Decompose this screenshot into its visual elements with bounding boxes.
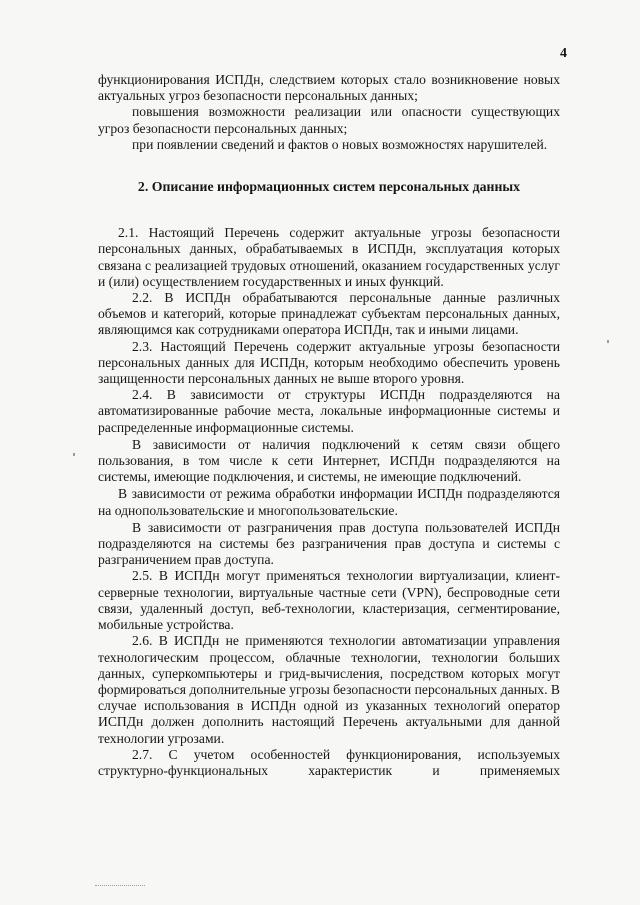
paragraph-2-5: 2.5. В ИСПДн могут применяться технологии виртуализации, клиент-серверные технологии, виртуальные частные сети (VPN), беспроводные сети связи, удаленный доступ, веб-технологии, кластеризация, сегментирование, мобильные устройства. <box>98 568 560 633</box>
section-title: 2. Описание информационных систем персональных данных <box>137 179 521 195</box>
scan-artifact <box>95 885 145 889</box>
intro-paragraph: при появлении сведений и фактов о новых возможностях нарушителей. <box>132 136 548 152</box>
paragraph-2-6: 2.6. В ИСПДн не применяются технологии автоматизации управления технологическим процессом, облачные технологии, технологии больших данных, суперкомпьютеры и грид-вычисления, посредством которых могут формироваться дополнительные угрозы безопасности персональных данных. В случае использования в ИСПДн одной из указанных технологий оператор ИСПДн должен дополнить настоящий Перечень актуальными для данной технологии угрозами. <box>98 633 560 746</box>
document-body <box>98 72 560 779</box>
scan-speck <box>73 453 75 456</box>
paragraph-2-3: 2.3. Настоящий Перечень содержит актуальные угрозы безопасности персональных данных для ИСПДн, которым необходимо обеспечить уровень защищенности персональных данных не выше второго уровня. <box>98 338 560 387</box>
paragraph-2-4-mode: В зависимости от режима обработки информации ИСПДн подразделяются на однопользовательские и многопользовательские. <box>98 486 560 518</box>
paragraph-2-1: 2.1. Настоящий Перечень содержит актуальные угрозы безопасности персональных данных, обрабатываемых в ИСПДн, эксплуатация которых связана с реализацией трудовых отношений, оказанием государственных услуг и (или) осуществлением государственных и иных функций. <box>98 225 560 289</box>
page-number: 4 <box>560 46 567 61</box>
paragraph-2-2: 2.2. В ИСПДн обрабатываются персональные данные различных объемов и категорий, которые принадлежат субъектам персональных данных, являющимся как сотрудниками оператора ИСПДн, так и иными лицами. <box>98 290 560 338</box>
paragraph-2-7: 2.7. С учетом особенностей функционирования, используемых структурно-функциональных характеристик и применяемых <box>98 746 560 778</box>
paragraph-2-4-access: В зависимости от разграничения прав доступа пользователей ИСПДн подразделяются на системы без разграничения прав доступа и системы с разграничением прав доступа. <box>98 519 560 568</box>
scan-speck <box>607 340 609 343</box>
paragraph-2-4-connections: В зависимости от наличия подключений к сетям связи общего пользования, в том числе к сети Интернет, ИСПДн подразделяются на системы, имеющие подключения, и системы, не имеющие подключений. <box>98 436 560 485</box>
paragraph-2-4: 2.4. В зависимости от структуры ИСПДн подразделяются на автоматизированные рабочие места, локальные информационные системы и распределенные информационные системы. <box>98 387 560 435</box>
intro-paragraph: функционирования ИСПДн, следствием которых стало возникновение новых актуальных угроз безопасности персональных данных; <box>98 72 560 104</box>
intro-paragraph: повышения возможности реализации или опасности существующих угроз безопасности персональных данных; <box>98 104 560 136</box>
